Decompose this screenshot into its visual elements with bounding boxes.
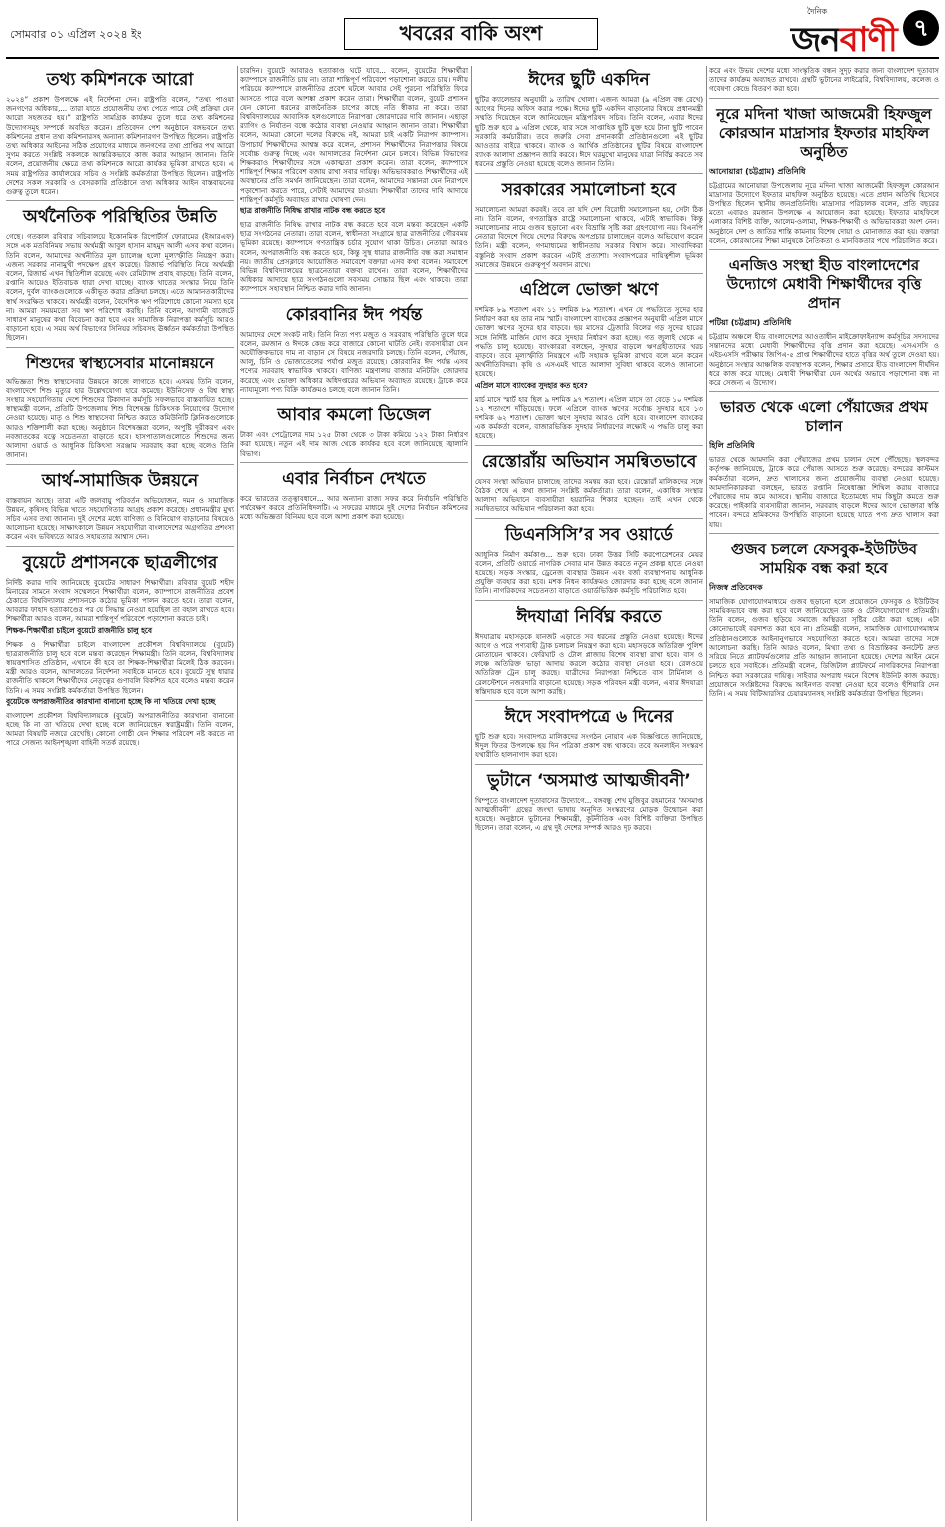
article-body: আধুনিক নির্মাণ কর্মকাণ্ড... শুরু হবে। ঢাকা উত্তর সিটি করপোরেশনের মেয়র বলেন, প্রতিটি ওয়ার্ডে নাগরিক সেবার মান উন্নত করতে নতুন প্রকল্প হাতে নেওয়া হয়েছে। সড়ক সংস্কার, ড্রেনেজ ব্যবস্থার উন্নয়ন এবং বর্জ্য ব্যবস্থাপনায় আধুনিক প্রযুক্তি ব্যবহার করা হবে। মশক নিধন কার্যক্রমও জোরদার করা হচ্ছে বলে জানান তিনি। নাগরিকদের সচেতনতা বাড়াতে ওয়ার্ডভিত্তিক কর্মসূচি পরিচালিত হবে। (475, 549, 703, 596)
article-headline: এপ্রিলে ভোক্তা ঋণে (519, 280, 659, 301)
article (709, 256, 939, 392)
article (475, 70, 703, 174)
header-rule (6, 57, 939, 59)
article (6, 207, 234, 347)
article-headline: অর্থনৈতিক পরিস্থিতির উন্নতি (23, 207, 217, 228)
article-body: চট্টগ্রামের আনোয়ারা উপজেলায় নূরে মদিনা খাজা আজমেরী হিফজুল কোরআন মাদ্রাসার উদ্যোগে ইফতার মাহফিল অনুষ্ঠিত হয়েছে। এতে প্রধান অতিথি হিসেবে উপস্থিত ছিলেন স্থানীয় জনপ্রতিনিধি। মাদ্রাসার পরিচালক বলেন, প্রতি বছরের মতো এবারও রমজান উপলক্ষে এ আয়োজন করা হয়েছে। ইফতার মাহফিলে এলাকার বিশিষ্ট ব্যক্তি, আলেম-ওলামা, শিক্ষক-শিক্ষার্থী ও অভিভাবকরা অংশ নেন। অনুষ্ঠানে দেশ ও জাতির শান্তি কামনায় বিশেষ দোয়া ও মোনাজাত করা হয়। বক্তারা বলেন, কোরআনের শিক্ষা মানুষকে নৈতিকতা ও মানবিকতার পথে পরিচালিত করে। (709, 180, 939, 245)
article-subheading: শিক্ষক-শিক্ষার্থীরা চাইলে বুয়েটে রাজনীতি চালু হবে (6, 625, 152, 635)
article (475, 452, 703, 519)
article-body: মার্চ মাসে স্মার্ট হার ছিল ৯ দশমিক ৯৭ শতাংশ। এপ্রিল মাসে তা বেড়ে ১০ দশমিক ১২ শতাংশে দাঁড়িয়েছে। ফলে এপ্রিলে ব্যাংক ঋণের সর্বোচ্চ সুদহার হবে ১৩ দশমিক ৬২ শতাংশ। ভোক্তা ঋণে সুদহার আরও বেশি হবে। বাংলাদেশ ব্যাংকের এক কর্মকর্তা বলেন, বাজারভিত্তিক সুদহার নির্ধারণের লক্ষ্যেই এ পদ্ধতি চালু করা হয়েছে। (475, 394, 703, 441)
article (475, 771, 703, 837)
article-headline: আর্থ-সামাজিক উন্নয়নে (41, 470, 199, 491)
column-divider (237, 66, 238, 1521)
article-byline: পটিয়া (চট্টগ্রাম) প্রতিনিধি (709, 318, 792, 328)
logo-small-text: দৈনিক (807, 7, 828, 16)
article-body: চারদিন। বুয়েটে আবারও হত্যাকাণ্ড ঘটে যাবে... বলেন, বুয়েটের শিক্ষার্থীরা ক্যাম্পাসে রাজনীতি চায় না। তারা শান্তিপূর্ণ পরিবেশে পড়াশোনা করতে চায়। দলীয় পরিচয়ে ক্যাম্পাসে রাজনীতির প্রবেশ ঘটলে আবার সেই পুরনো পরিস্থিতি ফিরে আসতে পারে বলে আশঙ্কা প্রকাশ করেন তারা। শিক্ষার্থীরা বলেন, বুয়েট প্রশাসন যেন কোনো ধরনের রাজনৈতিক চাপের কাছে নতি স্বীকার না করে। তারা বিশ্ববিদ্যালয়ের আবাসিক হলগুলোতে নিরাপত্তা জোরদারের দাবি জানান। এছাড়া র‍্যাগিং ও নির্যাতন বন্ধে কঠোর ব্যবস্থা নেওয়ার আহ্বান জানান তারা। শিক্ষার্থীরা বলেন, আমরা কোনো দলের বিরুদ্ধে নই, আমরা চাই একটি নিরাপদ ক্যাম্পাস। উপাচার্য শিক্ষার্থীদের আশ্বস্ত করে বলেন, প্রশাসন শিক্ষার্থীদের নিরাপত্তার বিষয়ে সর্বোচ্চ গুরুত্ব দিচ্ছে এবং আদালতের নির্দেশনা মেনে চলবে। বিভিন্ন বিভাগের শিক্ষকরাও শিক্ষার্থীদের সঙ্গে একাত্মতা প্রকাশ করেন। তারা বলেন, ক্যাম্পাসে শান্তিপূর্ণ শিক্ষার পরিবেশ বজায় রাখা সবার দায়িত্ব। অভিভাবকরাও শিক্ষার্থীদের এই অবস্থানের প্রতি সমর্থন জানিয়েছেন। তারা বলেন, আমাদের সন্তানরা যেন নিরাপদে পড়াশোনা করতে পারে, সেটাই আমাদের চাওয়া। শিক্ষার্থীরা তাদের দাবি আদায়ে শান্তিপূর্ণ কর্মসূচি অব্যাহত রাখার ঘোষণা দেন। (240, 66, 468, 204)
article (709, 66, 939, 99)
article (240, 305, 468, 399)
article-subheading: ছাত্র রাজনীতি নিষিদ্ধ রাখার নাটক বন্ধ করতে হবে (240, 206, 386, 216)
column-4 (709, 66, 939, 1521)
article-headline: নূরে মদিনা খাজা আজমেরী হিফজুল কোরআন মাদ্রাসার ইফতার মাহফিল অনুষ্ঠিত (716, 104, 932, 161)
article-body: ২০২৪” প্রকাশ উপলক্ষে এই নির্দেশনা দেন। রাষ্ট্রপতি বলেন, “তথ্য পাওয়া জনগণের অধিকার,... তারা যাতে প্রয়োজনীয় তথ্য পেতে পারে সেই প্রক্রিয়া যেন আরো সহজতর হয়।” রাষ্ট্রপতি সামগ্রিক কার্যক্রম তুলে ধরে তথ্য কমিশনের উদ্যোগসমূহ সম্পর্কে অবহিত করেন। প্রতিবেদন পেশ অনুষ্ঠানে বঙ্গভবনে তথ্য কমিশনের প্রধান তথ্য কমিশনারসহ অন্যান্য কমিশনারগণ উপস্থিত ছিলেন। রাষ্ট্রপতি তথ্য অধিকার আইনের সঠিক প্রয়োগের মাধ্যমে জনগণের তথ্য প্রাপ্তির পথ আরো সুগম করতে সংশ্লিষ্ট সকলকে আন্তরিকভাবে কাজ করার আহ্বান জানান। তিনি বলেন, প্রয়োজনীয় ক্ষেত্রে তথ্য কমিশনকে আরো কার্যকর ভূমিকা রাখতে হবে। এ সময় রাষ্ট্রপতির কার্যালয়ের সচিব ও সংশ্লিষ্ট কর্মকর্তারা উপস্থিত ছিলেন। রাষ্ট্রপতি দেশের সকল সরকারি ও বেসরকারি প্রতিষ্ঠানে তথ্য অধিকার আইন বাস্তবায়নের গুরুত্ব তুলে ধরেন। (6, 95, 234, 197)
article-headline: এবার নির্বাচন দেখতে (282, 468, 426, 489)
article (6, 553, 234, 752)
column-2 (240, 66, 468, 1521)
article-subheading: বুয়েটকে অপরাজনীতির কারখানা বানানো হচ্ছে কি না খতিয়ে দেখা হচ্ছে (6, 696, 216, 706)
article-body: সমালোচনা আমরা করবই। তবে তা যদি দেশ বিরোধী সমালোচনা হয়, সেটা ঠিক না। তিনি বলেন, গণতান্ত্রিক রাষ্ট্রে সমালোচনা থাকবে, এটাই স্বাভাবিক। কিন্তু সমালোচনার নামে গুজব ছড়ানো এবং বিভ্রান্তি সৃষ্টি করা গ্রহণযোগ্য নয়। বিএনপি নেতারা বিদেশে গিয়ে দেশের বিরুদ্ধে অপপ্রচার চালাচ্ছেন বলেও অভিযোগ করেন তিনি। মন্ত্রী বলেন, গণমাধ্যমের স্বাধীনতায় সরকার বিশ্বাস করে। সাংবাদিকরা বস্তুনিষ্ঠ সংবাদ প্রকাশ করবেন এটাই প্রত্যাশা। সংবাদপত্রের দায়িত্বশীল ভূমিকা সমাজের উন্নয়নে গুরুত্বপূর্ণ অবদান রাখে। (475, 204, 703, 269)
article-body: করে এবং উভয় দেশের মধ্যে সাংস্কৃতিক বন্ধন সুদৃঢ় করার জন্য বাংলাদেশ দূতাবাস তাদের কার্যক্রম অব্যাহত রাখবে। গ্রন্থটি ভুটানের লাইব্রেরি, বিশ্ববিদ্যালয়, কলেজ ও গবেষণা কেন্দ্রে বিতরণ করা হবে। (709, 66, 939, 94)
article-byline: হিলি প্রতিনিধি (709, 441, 755, 451)
article (6, 70, 234, 201)
article-headline: গুজব চললে ফেসবুক-ইউটিউব সাময়িক বন্ধ করা হবে (731, 539, 917, 577)
article (475, 607, 703, 701)
article-body: বাংলাদেশ প্রকৌশল বিশ্ববিদ্যালয়কে (বুয়েট) অপরাজনীতির কারখানা বানানো হচ্ছে কি না তা খতিয়ে দেখা হচ্ছে বলে জানিয়েছেন স্বরাষ্ট্রমন্ত্রী। তিনি বলেন, আমরা বিষয়টি নজরে রেখেছি। কোনো গোষ্ঠী যেন শিক্ষার পরিবেশ নষ্ট করতে না পারে সেজন্য আইনশৃঙ্খলা বাহিনী সতর্ক রয়েছে। (6, 710, 234, 748)
logo-wordmark (791, 14, 897, 71)
page-header (6, 6, 939, 60)
article-body: ছাত্র রাজনীতি নিষিদ্ধ রাখার নাটক বন্ধ করতে হবে বলে মন্তব্য করেছেন একটি ছাত্র সংগঠনের নেতারা। তারা বলেন, স্বাধীনতা সংগ্রামে ছাত্র রাজনীতির গৌরবময় ভূমিকা রয়েছে। ক্যাম্পাসে গণতান্ত্রিক চর্চার সুযোগ থাকা উচিত। নেতারা আরও বলেন, অপরাজনীতি বন্ধ করতে হবে, কিন্তু সুস্থ ধারার রাজনীতি বন্ধ করা সমাধান নয়। জাতীয় প্রেসক্লাবে আয়োজিত সমাবেশে বক্তারা এসব কথা বলেন। সমাবেশে বিভিন্ন বিশ্ববিদ্যালয়ের ছাত্রনেতারা বক্তব্য রাখেন। তারা বলেন, শিক্ষার্থীদের অধিকার আদায়ে ছাত্র সংগঠনগুলো সবসময় সোচ্চার ছিল এবং থাকবে। তারা ক্যাম্পাসে সহাবস্থান নিশ্চিত করার দাবি জানান। (240, 220, 468, 294)
article-body: টাকা এবং পেট্রোলের দাম ১২৫ টাকা থেকে ৩ টাকা কমিয়ে ১২২ টাকা নির্ধারণ করা হয়েছে। নতুন এই দাম আজ থেকে কার্যকর হবে বলে জানিয়েছে জ্বালানি বিভাগ। (240, 430, 468, 458)
article-body: গেছে। গতকাল রবিবার সচিবালয়ে ইকোনমিক রিপোর্টার্স ফোরামের (ইআরএফ) সঙ্গে এক মতবিনিময় সভায় অর্থমন্ত্রী আবুল হাসান মাহমুদ আলী এসব কথা বলেন। তিনি বলেন, আমাদের অর্থনীতির মূল চ্যালেঞ্জ হলো মূল্যস্ফীতি নিয়ন্ত্রণ করা। এজন্য সরকার নানামুখী পদক্ষেপ গ্রহণ করেছে। রিজার্ভ পরিস্থিতি নিয়ে অর্থমন্ত্রী বলেন, রিজার্ভ এখন স্থিতিশীল রয়েছে এবং রেমিট্যান্স প্রবাহ বাড়ছে। তিনি বলেন, রপ্তানি আয়েও ইতিবাচক ধারা দেখা যাচ্ছে। ব্যাংক খাতের সংস্কার নিয়ে তিনি বলেন, দুর্বল ব্যাংকগুলোকে একীভূত করার প্রক্রিয়া চলছে। এতে আমানতকারীদের স্বার্থ সংরক্ষিত থাকবে। অর্থমন্ত্রী বলেন, বৈদেশিক ঋণ পরিশোধে কোনো সমস্যা হবে না। আমরা সময়মতো সব ঋণ পরিশোধ করছি। তিনি বলেন, আগামী বাজেটে সাধারণ মানুষের কথা বিবেচনা করা হবে এবং সামাজিক নিরাপত্তা কর্মসূচি আরও বাড়ানো হবে। এ সময় অর্থ বিভাগের সিনিয়র সচিবসহ ঊর্ধ্বতন কর্মকর্তারা উপস্থিত ছিলেন। (6, 232, 234, 343)
article-headline: ঈদে সংবাদপত্রে ৬ দিনের (504, 706, 674, 727)
newspaper-logo (791, 6, 901, 60)
article-headline: বুয়েটে প্রশাসনকে ছাত্রলীগের (22, 552, 218, 573)
article (709, 105, 939, 250)
article-headline: আবার কমলো ডিজেল (277, 405, 431, 426)
article (240, 405, 468, 463)
article-body: দশমিক ৮৯ শতাংশ এবং ১১ দশমিক ৮৯ শতাংশ। এখন যে পদ্ধতিতে সুদের হার নির্ধারণ করা হয় তার নাম স্মার্ট। বাংলাদেশ ব্যাংকের প্রজ্ঞাপন অনুযায়ী এপ্রিল মাসে ভোক্তা ঋণের সুদের হার বাড়বে। ছয় মাসের ট্রেজারি বিলের গড় সুদের হারের সঙ্গে নির্দিষ্ট মার্জিন যোগ করে সুদহার নির্ধারণ করা হচ্ছে। গত জুলাই থেকে এ পদ্ধতি চালু হয়েছে। ব্যাংকাররা বলছেন, সুদহার বাড়লে ঋণগ্রহীতাদের খরচ বাড়বে। তবে মূল্যস্ফীতি নিয়ন্ত্রণে এটি সহায়ক ভূমিকা রাখবে বলে মনে করেন অর্থনীতিবিদরা। কৃষি ও এসএমই খাতে আলাদা সুবিধা থাকবে বলেও জানানো হয়েছে। (475, 305, 703, 379)
article-body: শিক্ষক ও শিক্ষার্থীরা চাইলে বাংলাদেশ প্রকৌশল বিশ্ববিদ্যালয়ে (বুয়েট) ছাত্ররাজনীতি চালু হবে বলে মন্তব্য করেছেন শিক্ষামন্ত্রী। তিনি বলেন, বিশ্ববিদ্যালয় স্বায়ত্তশাসিত প্রতিষ্ঠান, এখানে কী হবে তা শিক্ষক-শিক্ষার্থীরা মিলেই ঠিক করবেন। মন্ত্রী আরও বলেন, আদালতের নির্দেশনা সবাইকে মানতে হবে। বুয়েটে সুস্থ ধারার রাজনীতি থাকলে শিক্ষার্থীদের নেতৃত্বের গুণাবলি বিকশিত হবে বলেও মন্তব্য করেন তিনি। এ সময় সংশ্লিষ্ট কর্মকর্তারা উপস্থিত ছিলেন। (6, 639, 234, 695)
article-byline: আনোয়ারা (চট্টগ্রাম) প্রতিনিধি (709, 166, 806, 176)
article-headline: তথ্য কমিশনকে আরো (46, 70, 194, 90)
article-body: সামাজিক যোগাযোগমাধ্যমে গুজব ছড়ানো হলে প্রয়োজনে ফেসবুক ও ইউটিউব সাময়িকভাবে বন্ধ করা হবে বলে জানিয়েছেন ডাক ও টেলিযোগাযোগ প্রতিমন্ত্রী। তিনি বলেন, গুজব ছড়িয়ে সমাজে অস্থিরতা সৃষ্টির চেষ্টা করা হচ্ছে। এটা কোনোভাবেই বরদাশত করা হবে না। প্রতিমন্ত্রী বলেন, সামাজিক যোগাযোগমাধ্যম প্রতিষ্ঠানগুলোকে আইনানুগভাবে সহযোগিতা করতে হবে। আমরা তাদের সঙ্গে আলোচনা করছি। তিনি আরও বলেন, মিথ্যা তথ্য ও বিভ্রান্তিকর কনটেন্ট দ্রুত সরিয়ে নিতে প্ল্যাটফর্মগুলোর প্রতি আহ্বান জানানো হয়েছে। দেশের আইন মেনে চলতে হবে সবাইকে। প্রতিমন্ত্রী বলেন, ডিজিটাল প্ল্যাটফর্মে নাগরিকদের নিরাপত্তা নিশ্চিত করা সরকারের দায়িত্ব। সাইবার অপরাধ দমনে বিশেষ ইউনিট কাজ করছে। প্রয়োজনে সংশ্লিষ্টদের বিরুদ্ধে আইনগত ব্যবস্থা নেওয়া হবে বলেও হুঁশিয়ারি দেন তিনি। এ সময় বিটিআরসির চেয়ারম্যানসহ সংশ্লিষ্ট কর্মকর্তারা উপস্থিত ছিলেন। (709, 596, 939, 698)
article-headline: ঈদযাত্রা নির্বিঘ্ন করতে (516, 606, 662, 627)
article-body: ছুটি শুরু হবে। সংবাদপত্র মালিকদের সংগঠন নোয়াব এক বিজ্ঞপ্তিতে জানিয়েছে, ঈদুল ফিতর উপলক্ষে ছয় দিন পত্রিকা প্রকাশ বন্ধ থাকবে। তবে অনলাইন সংস্করণ যথারীতি হালনাগাদ করা হবে। (475, 731, 703, 760)
article (709, 398, 939, 534)
article-headline: ভারত থেকে এলো পেঁয়াজের প্রথম চালান (720, 398, 928, 436)
article-body: বাস্তবায়ন আছে। তারা এটি জলবায়ু পরিবর্তন অভিযোজন, দমন ও সামাজিক উন্নয়ন, কৃষিসহ বিভিন্ন খাতে সহযোগিতার আগ্রহ প্রকাশ করেছে। প্রধানমন্ত্রীর মুখ্য সচিব এসব তথ্য জানান। দুই দেশের মধ্যে বাণিজ্য ও বিনিয়োগ বাড়ানোর বিষয়েও আলোচনা হয়েছে। সাক্ষাৎকালে উন্নয়ন সহযোগীরা বাংলাদেশের অগ্রগতির প্রশংসা করেন এবং ভবিষ্যতে আরও সহায়তার আশ্বাস দেন। (6, 495, 234, 542)
logo-part-b: বাণী (839, 20, 897, 60)
article-body: চট্টগ্রাম অঞ্চলে হীড বাংলাদেশের আওতাধীন মাইক্রোফাইন্যান্স কর্মসূচির সদস্যদের সন্তানদের মধ্যে মেধাবী শিক্ষার্থীদের বৃত্তি প্রদান করা হয়েছে। এসএসসি ও এইচএসসি পরীক্ষায় জিপিএ-৫ প্রাপ্ত শিক্ষার্থীদের হাতে বৃত্তির অর্থ তুলে দেওয়া হয়। অনুষ্ঠানে সংস্থার আঞ্চলিক ব্যবস্থাপক বলেন, শিক্ষার প্রসারে হীড বাংলাদেশ দীর্ঘদিন ধরে কাজ করে যাচ্ছে। মেধাবী শিক্ষার্থীরা যেন অর্থের অভাবে পড়াশোনা বন্ধ না করে সেজন্য এ উদ্যোগ। (709, 332, 939, 388)
article-headline: রেস্তোরাঁয় অভিযান সমন্বিতভাবে (481, 451, 697, 472)
article (475, 180, 703, 274)
article-body: করে ভারতের তত্ত্বাবধানে... আর অন্যান্য রাজ্য সফর করে নির্বাচনি পরিস্থিতি পর্যবেক্ষণ করবে প্রতিনিধিদলটি। এ সফরের মাধ্যমে দুই দেশের নির্বাচন কমিশনের মধ্যে অভিজ্ঞতা বিনিময় হবে বলে আশা প্রকাশ করা হয়েছে। (240, 493, 468, 522)
article-body: যেসব সংস্থা অভিযান চালাচ্ছে তাদের সমন্বয় করা হবে। রেস্তোরাঁ মালিকদের সঙ্গে বৈঠক শেষে এ কথা জানান সংশ্লিষ্ট কর্মকর্তারা। তারা বলেন, একাধিক সংস্থার আলাদা অভিযানে ব্যবসায়ীরা হয়রানির শিকার হচ্ছেন। তাই এখন থেকে সমন্বিতভাবে অভিযান পরিচালনা করা হবে। (475, 476, 703, 514)
article-headline: ডিএনসিসি’র সব ওয়ার্ডে (505, 524, 673, 545)
article (475, 525, 703, 601)
article-headline: শিশুদের স্বাস্থ্যসেবার মানোন্নয়নে (26, 353, 214, 372)
article (6, 354, 234, 465)
article (709, 540, 939, 702)
article (475, 707, 703, 765)
article (240, 469, 468, 526)
article (240, 66, 468, 299)
article-body: ঈদযাত্রায় মহাসড়কে যানজট এড়াতে সব ধরনের প্রস্তুতি নেওয়া হয়েছে। ঈদের আগে ও পরে পণ্যবাহী ট্রাক চলাচল নিয়ন্ত্রণ করা হবে। মহাসড়কে অতিরিক্ত পুলিশ মোতায়েন থাকবে। ফেরিঘাট ও টোল প্লাজায় বিশেষ ব্যবস্থা রাখা হবে। বাস ও লঞ্চে অতিরিক্ত ভাড়া আদায় করলে কঠোর ব্যবস্থা নেওয়া হবে। রেলওয়ে অতিরিক্ত ট্রেন চালু করছে। যাত্রীদের নিরাপত্তা নিশ্চিতে বাস টার্মিনাল ও রেলস্টেশনে নজরদারি বাড়ানো হয়েছে। সড়ক পরিবহন মন্ত্রী বলেন, এবার ঈদযাত্রা স্বস্তিদায়ক হবে বলে আশা করছি। (475, 631, 703, 696)
article-body: অভিজ্ঞতা শিশু স্বাস্থ্যসেবার উন্নয়নে কাজে লাগাতে হবে। এসময় তিনি বলেন, বাংলাদেশে শিশু মৃত্যুর হার উল্লেখযোগ্য হারে কমেছে। ইউনিসেফ ও বিশ্ব স্বাস্থ্য সংস্থার সহযোগিতায় দেশে শিশুদের টিকাদান কর্মসূচি সফলভাবে বাস্তবায়িত হচ্ছে। স্বাস্থ্যমন্ত্রী বলেন, প্রতিটি উপজেলায় শিশু বিশেষজ্ঞ চিকিৎসক নিয়োগের উদ্যোগ নেওয়া হয়েছে। মাতৃ ও শিশু স্বাস্থ্যসেবা নিশ্চিত করতে কমিউনিটি ক্লিনিকগুলোকে আরও শক্তিশালী করা হচ্ছে। অনুষ্ঠানে বিশেষজ্ঞরা বলেন, অপুষ্টি দূরীকরণ এবং নবজাতকের যত্নে সচেতনতা বাড়াতে হবে। হাসপাতালগুলোতে শিশুদের জন্য আলাদা ওয়ার্ড ও আধুনিক চিকিৎসা সরঞ্জাম সরবরাহ করা হচ্ছে বলেও তিনি জানান। (6, 376, 234, 460)
section-title: খবরের বাকি অংশ (344, 18, 598, 50)
article-headline: এনজিও সংস্থা হীড বাংলাদেশের উদ্যোগে মেধাবী শিক্ষার্থীদের বৃত্তি প্রদান (726, 256, 922, 313)
article-body: ছুটির ক্যালেন্ডার অনুযায়ী ৯ তারিখ খোলা। এজন্য আমরা (৯ এপ্রিল বন্ধ রেখে) আগের দিনের অফিস করার পক্ষে। ঈদের ছুটি একদিন বাড়ানোর বিষয়ে প্রধানমন্ত্রী সম্মতি দিয়েছেন বলে জানিয়েছেন মন্ত্রিপরিষদ সচিব। তিনি বলেন, এবার ঈদের ছুটি শুরু হবে ৯ এপ্রিল থেকে, যার সঙ্গে সাপ্তাহিক ছুটি যুক্ত হয়ে টানা ছুটি পাবেন সরকারি কর্মচারীরা। তবে জরুরি সেবা প্রদানকারী প্রতিষ্ঠানগুলো এই ছুটির আওতার বাইরে থাকবে। ব্যাংক ও আর্থিক প্রতিষ্ঠানের ছুটির বিষয়ে বাংলাদেশ ব্যাংক আলাদা প্রজ্ঞাপন জারি করবে। ঈদে ঘরমুখো মানুষের যাত্রা নির্বিঘ্ন করতে সব ধরনের প্রস্তুতি নেওয়া হয়েছে বলেও জানান তিনি। (475, 95, 703, 169)
column-divider (471, 66, 472, 1521)
article-headline: সরকারের সমালোচনা হবে (501, 179, 677, 200)
article-byline: নিজস্ব প্রতিবেদক (709, 582, 763, 592)
column-divider (706, 66, 707, 1521)
article-body: ভারত থেকে আমদানি করা পেঁয়াজের প্রথম চালান দেশে পৌঁছেছে। স্থলবন্দর কর্তৃপক্ষ জানিয়েছে, ট্রাকে করে পেঁয়াজ আসতে শুরু করেছে। বন্দরের কাস্টমস কর্মকর্তারা বলেন, দ্রুত খালাসের জন্য প্রয়োজনীয় ব্যবস্থা নেওয়া হয়েছে। আমদানিকারকরা বলছেন, ভারত রপ্তানি নিষেধাজ্ঞা শিথিল করায় বাজারে পেঁয়াজের দাম কমে আসবে। স্থানীয় বাজারে ইতোমধ্যে দাম কিছুটা কমতে শুরু করেছে। পাইকারি ব্যবসায়ীরা জানান, সরবরাহ বাড়লে ঈদের আগে ভোক্তারা স্বস্তি পাবেন। বন্দরে শ্রমিকদের উপস্থিতি বাড়ানো হয়েছে যাতে পণ্য দ্রুত খালাস করা যায়। (709, 455, 939, 529)
article-subheading: এপ্রিল মাসে ব্যাংকের সুদহার কত হবে? (475, 380, 588, 390)
logo-part-a: জন (791, 20, 840, 60)
article-body: আমাদের দেশে সংকট নাই। তিনি নিত্য পণ্য মজুত ও সরবরাহ পরিস্থিতি তুলে ধরে বলেন, রমজান ও ঈদকে কেন্দ্র করে বাজারে কোনো ঘাটতি নেই। ব্যবসায়ীরা যেন অযৌক্তিকভাবে দাম না বাড়ান সে বিষয়ে নজরদারি চলছে। তিনি বলেন, পেঁয়াজ, আলু, চিনি ও ভোজ্যতেলের পর্যাপ্ত মজুত রয়েছে। কোরবানির ঈদ পর্যন্ত এসব পণ্যের সরবরাহ স্বাভাবিক থাকবে। বাণিজ্য মন্ত্রণালয় বাজার মনিটরিং জোরদার করেছে এবং ভোক্তা অধিকার অধিদপ্তরের অভিযান অব্যাহত রয়েছে। ট্রাকে করে ন্যায্যমূল্যে পণ্য বিক্রি কার্যক্রমও চলছে বলে জানান তিনি। (240, 329, 468, 394)
column-3 (475, 66, 703, 1521)
article-headline: ঈদের ছুটি একদিন (528, 70, 650, 90)
article (475, 280, 703, 446)
article-body: নির্দিষ্ট করার দাবি জানিয়েছে বুয়েটের সাধারণ শিক্ষার্থীরা। রবিবার বুয়েট শহীদ মিনারের সামনে সংবাদ সম্মেলনে শিক্ষার্থীরা বলেন, ক্যাম্পাসে রাজনীতির প্রবেশ ঠেকাতে বিশ্ববিদ্যালয় প্রশাসনকে কঠোর ভূমিকা পালন করতে হবে। তারা বলেন, আবরার ফাহাদ হত্যাকাণ্ডের পর যে সিদ্ধান্ত নেওয়া হয়েছিল তা বহাল রাখতে হবে। শিক্ষার্থীরা আরও বলেন, আমরা শান্তিপূর্ণ পরিবেশে পড়াশোনা করতে চাই। (6, 577, 234, 624)
page-number: ৭ (903, 10, 939, 46)
article (6, 471, 234, 547)
column-1 (6, 66, 234, 1521)
article-body: থিম্পুতে বাংলাদেশ দূতাবাসের উদ্যোগে... বঙ্গবন্ধু শেখ মুজিবুর রহমানের ‘অসমাপ্ত আত্মজীবনী’ গ্রন্থের জংখা ভাষায় অনূদিত সংস্করণের মোড়ক উন্মোচন করা হয়েছে। অনুষ্ঠানে ভুটানের শিক্ষামন্ত্রী, কূটনীতিক এবং বিশিষ্ট ব্যক্তিরা উপস্থিত ছিলেন। তারা বলেন, এ গ্রন্থ দুই দেশের সম্পর্ক আরও দৃঢ় করবে। (475, 795, 703, 833)
article-headline: কোরবানির ঈদ পর্যন্ত (285, 304, 423, 325)
issue-date: সোমবার ০১ এপ্রিল ২০২৪ ইং (10, 28, 142, 41)
article-headline: ভুটানে ‘অসমাপ্ত আত্মজীবনী’ (487, 770, 691, 791)
